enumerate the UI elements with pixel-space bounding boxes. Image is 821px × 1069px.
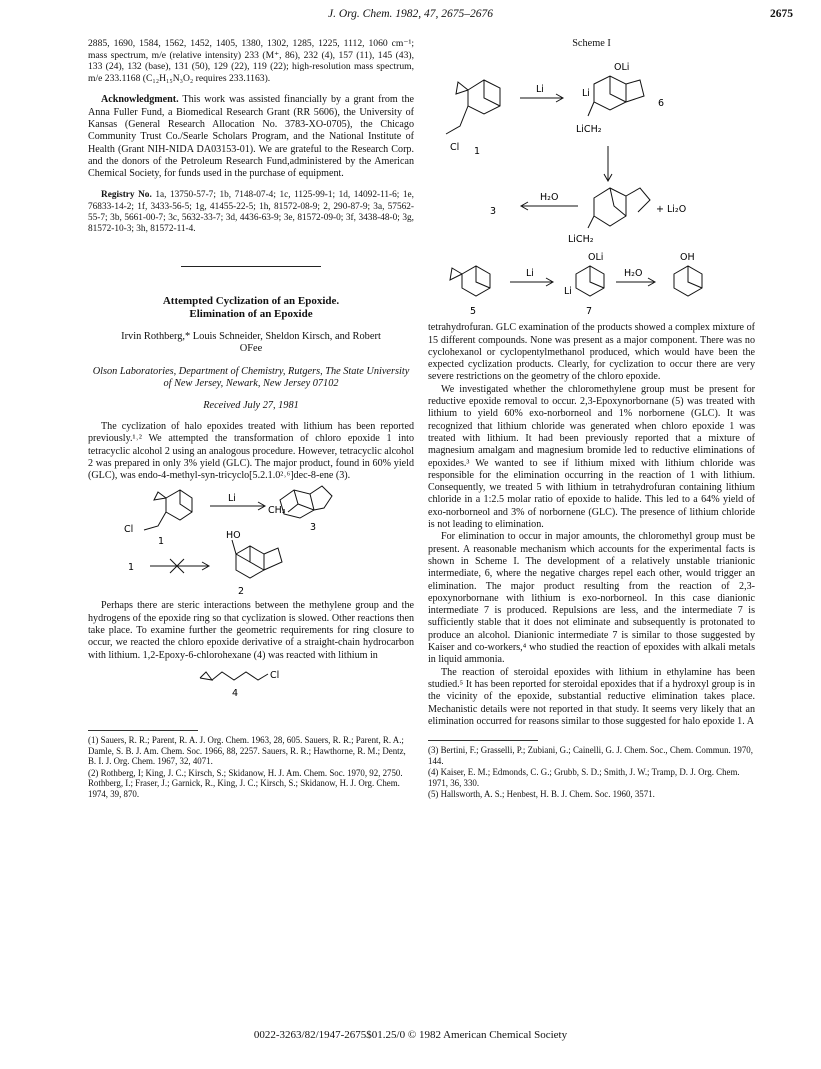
scheme-num-7: 7 xyxy=(586,306,593,318)
footnote-rule-left xyxy=(88,730,198,731)
intro-paragraph: The cyclization of halo epoxides treated with lithium has been reported previously.¹˒² We attempted the transformation of chloro epoxide 1 into tetracyclic alcohol 2 using an analogous procedure. However, tetracyclic alcohol 2 was prepared in only 3% yield (GLC). The major product, found in 60% yield (GLC), was endo-4-methyl-syn-tricyclo[5.2.1.0²˒⁶]dec-8-ene (3). xyxy=(88,420,414,482)
footnote-1: (1) Sauers, R. R.; Parent, R. A. J. Org. Chem. 1963, 28, 605. Sauers, R. R.; Parent, R. A.; Damle, S. B. J. Am. Chem. Soc. 1966, 88, 2257. Sauers, R. R.; Hawthorne, R. M.; Dentz, B. I. J. Org. Chem. 1967, 32, 4071. xyxy=(88,734,406,767)
scheme-num-1: 1 xyxy=(474,146,481,158)
right-paragraph-3: For elimination to occur in major amounts, the chloromethyl group must be present. A reasonable mechanism which accounts for the experimental facts is shown in Scheme I. The development of a relatively unstable trianionic intermediate, 6, where the negative charges repel each other, would trigger an elimination. The major product resulting from the reaction of 2,3-epoxynorbornane with lithium is exo-norborneol. In this case dianionic intermediate 7 is produced. Repulsions are less, and the intermediate 7 is sufficiently stable that it does not eliminate and subsequently is protonated to produce an alcohol. Dianionic intermediate 7 is similar to those suggested by Kaiser and co-workers,⁴ who studied the reaction of epoxides with alkali metals in liquid ammonia. xyxy=(428,531,755,666)
received-date: Received July 27, 1981 xyxy=(203,399,299,411)
reaction-figure-1 xyxy=(88,482,414,600)
structure-4-chain xyxy=(212,672,268,680)
structure-1-chain xyxy=(144,512,166,530)
scheme-li-anion: Li xyxy=(582,88,590,100)
article-title-line1: Attempted Cyclization of an Epoxide. xyxy=(162,294,340,307)
scheme-li2o: + Li₂O xyxy=(656,204,687,216)
scheme-num-5: 5 xyxy=(470,306,477,318)
compound-number-4: 4 xyxy=(232,687,239,699)
page-number: 2675 xyxy=(770,8,793,20)
scheme-1 xyxy=(428,50,755,322)
structure-4-cl: Cl xyxy=(270,669,280,681)
compound-number-1: 1 xyxy=(158,536,165,548)
footnotes-left xyxy=(88,735,414,800)
scheme-oh: OH xyxy=(680,252,695,264)
right-paragraph-2: We investigated whether the chloromethylene group must be present for reductive epoxide removal to occur. 2,3-Epoxynorbornane (5) was treated with lithium to yield 60% exo-norborneol and 1% norbornene (GLC). It was recognized that lithium chloride was generated when chloro epoxide 1 was treated with lithium. It had been previously reported that a mixture of magnesium amalgam and magnesium bromide led to reductive eliminations of epoxides.³ We wanted to see if lithium mixed with lithium chloride was responsible for the elimination occurring in the reaction of 1 with lithium. Consequently, we treated 5 with lithium in tetrahydrofuran containing lithium chloride in a 1:2.5 molar ratio of epoxide to halide. This led to a 64% yield of exo-norborneol and 3% of norbornene (GLC). The presence of lithium chloride is not leading to elimination. xyxy=(428,383,755,531)
running-header xyxy=(0,6,821,26)
li-label: Li xyxy=(228,493,236,505)
scheme-caption: Scheme I xyxy=(572,38,611,49)
journal-citation: J. Org. Chem. 1982, 47, 2675–2676 xyxy=(327,8,494,20)
registry-numbers xyxy=(88,190,414,235)
structure-1-ring xyxy=(166,490,192,520)
right-paragraph-1: tetrahydrofuran. GLC examination of the products showed a complex mixture of 15 different compounds. None was present as a major component. There was no cyclohexanol or cyclopentylmethanol produced, which would have been the expected cyclization products. Clearly, for cyclization to occur there are very severe restrictions on the geometry of the chloro epoxide. xyxy=(428,322,755,383)
scheme-lich2-2: LiCH₂ xyxy=(568,234,594,246)
footnotes-right xyxy=(428,745,755,800)
right-column xyxy=(428,38,755,801)
scheme-li-anion-2: Li xyxy=(564,286,572,298)
compound-number-2: 2 xyxy=(238,586,245,598)
scheme-num-6: 6 xyxy=(658,98,665,110)
left-column xyxy=(88,38,414,800)
ch3-label: CH₃ xyxy=(268,505,286,517)
cl-label: Cl xyxy=(124,524,134,536)
authors: Irvin Rothberg,* Louis Schneider, Sheldon Kirsch, and Robert OFee xyxy=(121,330,381,355)
scheme-li-1: Li xyxy=(536,84,544,96)
scheme-h2o-1: H₂O xyxy=(540,192,559,204)
scheme-alkene-intermediate xyxy=(594,188,626,226)
structure-4-figure xyxy=(88,662,414,708)
page-footer: 0022-3263/82/1947-2675$01.25/0 © 1982 American Chemical Society xyxy=(253,1029,568,1041)
scheme-oli-1: OLi xyxy=(614,62,630,74)
footnote-4: (4) Kaiser, E. M.; Edmonds, C. G.; Grubb, S. D.; Smith, J. W.; Tramp, D. J. Org. Chem. 1971, 36, 330. xyxy=(428,767,740,788)
article-title-line2: Elimination of an Epoxide xyxy=(189,307,313,320)
footnote-3: (3) Bertini, F.; Grasselli, P.; Zubiani, G.; Cainelli, G. J. Chem. Soc., Chem. Commun. 1970, 144. xyxy=(428,745,753,766)
scheme-h2o-2: H₂O xyxy=(624,268,643,280)
discussion-paragraph: Perhaps there are steric interactions between the methylene group and the hydrogens of the epoxide ring so that cyclization is slowed. Other reactions then take place. To examine further the geometric requirements for ring closure to occur, we reacted the chloro epoxide derivative of a straight-chain hydrocarbon with lithium. 1,2-Epoxy-6-chlorohexane (4) was reacted with lithium in xyxy=(88,600,414,661)
scheme-li-2: Li xyxy=(526,268,534,280)
ho-label: HO xyxy=(226,530,241,542)
ack-text: This work was assisted financially by a grant from the Anna Fuller Fund, a Biomedical Research Grant (RR 5606), the University of Kansas (General Research Allocation No. 3783-XO-0705), the Chicago Community Trust Co./Searle Scholars Program, and the National Institute of Health (Grant NIH-NIDA DA03153-01). We are grateful to the Research Corp. and the donors of the Petroleum Research Fund,administered by the American Chemical Society, for funds used in the purchase of equipment. xyxy=(88,94,414,180)
footnote-2: (2) Rothberg, I; King, J. C.; Kirsch, S.; Skidanow, H. J. Am. Chem. Soc. 1970, 92, 2750. Rothberg, I.; Fraser, J.; Garnick, R., King, J. C.; Kirsch, S.; Skidanow, H. J. Org. Chem. 1974, 39, 870. xyxy=(88,767,403,799)
scheme-oli-2: OLi xyxy=(588,252,604,264)
compound-number-3: 3 xyxy=(310,522,317,534)
registry-text: 1a, 13750-57-7; 1b, 7148-07-4; 1c, 1125-99-1; 1d, 14092-11-6; 1e, 76833-14-2; 1f, 3433-56-5; 1g, 41455-22-5; 1h, 81572-08-9; 2, 290-87-9; 3a, 57562-55-7; 3b, 5661-00-7; 3c, 5632-33-7; 3d, 4436-63-9; 3e, 81572-09-0; 3f, 3438-48-0; 3g, 81572-10-3; 3h, 81572-11-4. xyxy=(88,190,414,235)
ack-label: Acknowledgment. xyxy=(101,94,179,106)
compound-number-1b: 1 xyxy=(128,562,135,574)
right-paragraph-4: The reaction of steroidal epoxides with lithium in ethylamine has been studied.⁵ It has been reported for steroidal epoxides that if a hydroxyl group is in the vicinity of the epoxide, substantial reductive elimination takes place. Mechanistic details were not reported in that study. It seems very likely that an elimination occurred for reasons similar to those suggested for halo epoxide 1. A xyxy=(428,666,755,727)
structure-1-epoxide xyxy=(154,492,166,500)
footnote-5: (5) Hallsworth, A. S.; Henbest, H. B. J. Chem. Soc. 1960, 3571. xyxy=(428,789,655,800)
scheme-lich2-1: LiCH₂ xyxy=(576,124,602,136)
scheme-num-3: 3 xyxy=(490,206,497,218)
registry-label: Registry No. xyxy=(101,190,152,201)
scheme-cl: Cl xyxy=(450,142,460,154)
affiliation: Olson Laboratories, Department of Chemistry, Rutgers, The State University of New Jersey, Newark, New Jersey 07102 xyxy=(92,365,410,390)
footnote-rule-right xyxy=(428,740,538,741)
spectra-data: 2885, 1690, 1584, 1562, 1452, 1405, 1380, 1302, 1285, 1225, 1112, 1060 cm⁻¹; mass spectrum, m/e (relative intensity) 233 (M⁺, 86), 232 (4), 157 (11), 145 (43), 133 (24), 132 (base), 131 (50), 129 (22), 119 (22); high-resolution mass spectrum, m/e 233.1168 (C₁₂H₁₅N₃O₂ requires 233.1163). xyxy=(88,38,414,84)
acknowledgment xyxy=(88,94,414,180)
